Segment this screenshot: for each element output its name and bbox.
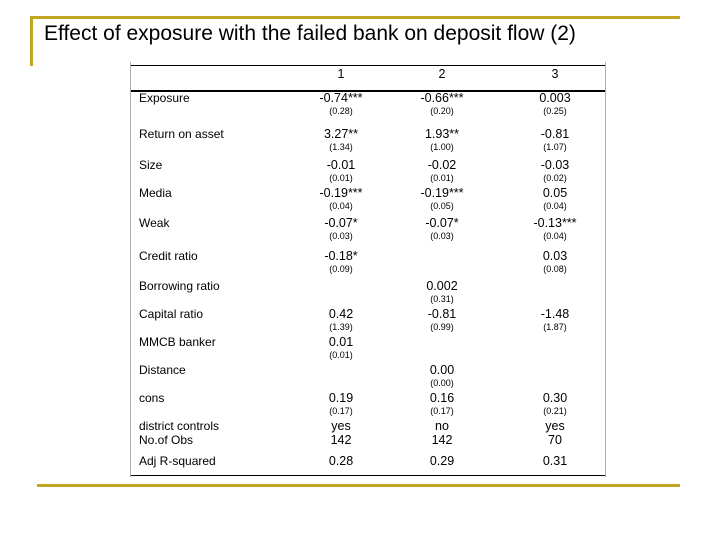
coefficient-cell: 0.19: [328, 391, 354, 405]
std-error-cell: (0.00): [430, 378, 454, 388]
slide-title: Effect of exposure with the failed bank on deposit flow (2): [44, 22, 576, 45]
row-label: MMCB banker: [139, 335, 216, 349]
coefficient-cell: -0.66***: [420, 91, 464, 105]
coefficient-cell: -0.01: [326, 158, 356, 172]
std-error-cell: (0.05): [430, 201, 454, 211]
coefficient-cell: 0.002: [426, 279, 458, 293]
coefficient-cell: yes: [545, 419, 565, 433]
coefficient-cell: 0.29: [429, 454, 455, 468]
row-label: Return on asset: [139, 127, 224, 141]
coefficient-cell: -0.81: [540, 127, 570, 141]
std-error-cell: (0.28): [329, 106, 353, 116]
row-label: Borrowing ratio: [139, 279, 220, 293]
row-label: Size: [139, 158, 163, 172]
coefficient-cell: -0.02: [427, 158, 457, 172]
coefficient-cell: 0.16: [429, 391, 455, 405]
top-accent-bar: [30, 16, 680, 19]
std-error-cell: (1.39): [329, 322, 353, 332]
std-error-cell: (0.04): [543, 231, 567, 241]
std-error-cell: (0.25): [543, 106, 567, 116]
coefficient-cell: 1.93**: [424, 127, 460, 141]
std-error-cell: (0.21): [543, 406, 567, 416]
coefficient-cell: 0.01: [328, 335, 354, 349]
std-error-cell: (0.01): [329, 350, 353, 360]
regression-table: [130, 62, 606, 477]
std-error-cell: (0.03): [430, 231, 454, 241]
coefficient-cell: 0.31: [542, 454, 568, 468]
coefficient-cell: no: [435, 419, 449, 433]
row-label: Adj R-squared: [139, 454, 216, 468]
row-label: cons: [139, 391, 165, 405]
std-error-cell: (0.09): [329, 264, 353, 274]
std-error-cell: (0.08): [543, 264, 567, 274]
coefficient-cell: 0.03: [542, 249, 568, 263]
coefficient-cell: -1.48: [540, 307, 570, 321]
row-label: district controls: [139, 419, 220, 433]
column-header: 3: [551, 67, 559, 81]
coefficient-cell: 0.05: [542, 186, 568, 200]
row-label: Weak: [139, 216, 170, 230]
table-top-rule: [130, 65, 606, 66]
std-error-cell: (0.04): [329, 201, 353, 211]
left-accent-bar: [30, 16, 33, 66]
std-error-cell: (0.01): [430, 173, 454, 183]
row-label: Exposure: [139, 91, 190, 105]
coefficient-cell: 0.00: [429, 363, 455, 377]
row-label: Media: [139, 186, 172, 200]
std-error-cell: (1.07): [543, 142, 567, 152]
row-label: No.of Obs: [139, 433, 194, 447]
coefficient-cell: -0.19***: [420, 186, 464, 200]
std-error-cell: (1.00): [430, 142, 454, 152]
std-error-cell: (1.87): [543, 322, 567, 332]
std-error-cell: (0.04): [543, 201, 567, 211]
coefficient-cell: 142: [330, 433, 352, 447]
row-label: Credit ratio: [139, 249, 198, 263]
coefficient-cell: -0.74***: [319, 91, 363, 105]
column-header: 2: [438, 67, 446, 81]
table-left-edge: [130, 62, 131, 477]
coefficient-cell: -0.07*: [425, 216, 459, 230]
coefficient-cell: 0.42: [328, 307, 354, 321]
coefficient-cell: -0.13***: [533, 216, 577, 230]
table-bottom-rule: [130, 475, 606, 476]
row-label: Distance: [139, 363, 186, 377]
std-error-cell: (0.20): [430, 106, 454, 116]
coefficient-cell: yes: [331, 419, 351, 433]
column-header: 1: [337, 67, 345, 81]
coefficient-cell: -0.03: [540, 158, 570, 172]
std-error-cell: (0.99): [430, 322, 454, 332]
coefficient-cell: 0.30: [542, 391, 568, 405]
table-right-edge: [605, 62, 606, 477]
coefficient-cell: 142: [431, 433, 453, 447]
coefficient-cell: -0.81: [427, 307, 457, 321]
std-error-cell: (0.03): [329, 231, 353, 241]
coefficient-cell: -0.19***: [319, 186, 363, 200]
table-header-rule: [130, 90, 606, 92]
coefficient-cell: 0.003: [539, 91, 571, 105]
std-error-cell: (0.01): [329, 173, 353, 183]
std-error-cell: (0.02): [543, 173, 567, 183]
std-error-cell: (0.17): [430, 406, 454, 416]
coefficient-cell: -0.07*: [324, 216, 358, 230]
std-error-cell: (0.17): [329, 406, 353, 416]
std-error-cell: (1.34): [329, 142, 353, 152]
std-error-cell: (0.31): [430, 294, 454, 304]
coefficient-cell: 70: [548, 433, 562, 447]
bottom-accent-bar: [37, 484, 680, 487]
coefficient-cell: -0.18*: [324, 249, 358, 263]
coefficient-cell: 3.27**: [323, 127, 359, 141]
coefficient-cell: 0.28: [328, 454, 354, 468]
row-label: Capital ratio: [139, 307, 204, 321]
